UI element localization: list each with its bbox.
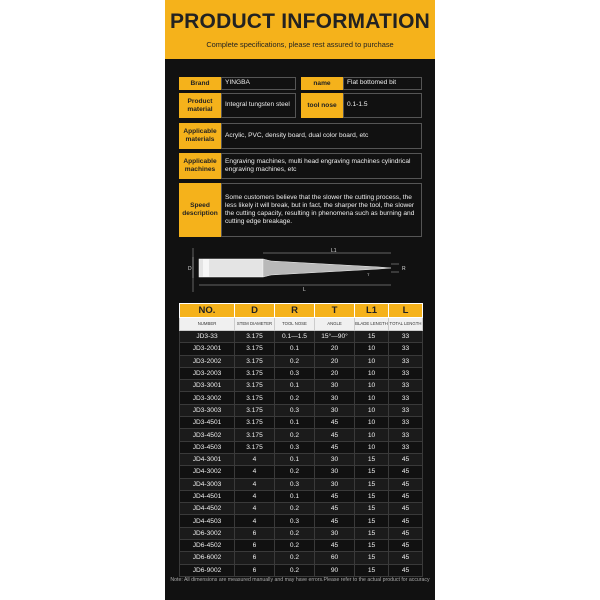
table-row [180, 564, 423, 576]
cell-number: JD3-33 [180, 331, 235, 343]
cell-blade-length: 10 [355, 417, 389, 429]
col-header-l1: L1 [355, 304, 389, 318]
cell-blade-length: 15 [355, 527, 389, 539]
table-row [180, 355, 423, 367]
nose-label: tool nose [301, 93, 343, 118]
cell-tool-nose: 0.2 [275, 564, 315, 576]
spec-subheader-row [180, 318, 423, 331]
cell-total-length: 33 [389, 392, 423, 404]
cell-tool-nose: 0.1 [275, 343, 315, 355]
cell-stem-diameter: 3.175 [235, 392, 275, 404]
col-sub-r: TOOL NOSE [275, 318, 315, 331]
cell-angle: 45 [315, 540, 355, 552]
cell-total-length: 33 [389, 429, 423, 441]
cell-stem-diameter: 3.175 [235, 380, 275, 392]
cell-number: JD3-4501 [180, 417, 235, 429]
tool-blade [263, 259, 391, 277]
cell-blade-length: 10 [355, 392, 389, 404]
table-row [180, 503, 423, 515]
cell-stem-diameter: 3.175 [235, 331, 275, 343]
cell-total-length: 33 [389, 355, 423, 367]
cell-stem-diameter: 3.175 [235, 355, 275, 367]
cell-tool-nose: 0.3 [275, 404, 315, 416]
speed-value: Some customers believe that the slower the cutting process, the less likely it will break, but in fact, the sharper the tool, the slower the cutting capacity, resulting in phenomena such as burning and cutting edge breakage. [221, 183, 422, 237]
cell-tool-nose: 0.2 [275, 392, 315, 404]
cell-stem-diameter: 3.175 [235, 404, 275, 416]
table-row [180, 367, 423, 379]
cell-tool-nose: 0.2 [275, 527, 315, 539]
col-header-d: D [235, 304, 275, 318]
cell-blade-length: 15 [355, 453, 389, 465]
table-row [180, 515, 423, 527]
cell-blade-length: 10 [355, 380, 389, 392]
cell-number: JD3-3001 [180, 380, 235, 392]
cell-tool-nose: 0.3 [275, 478, 315, 490]
table-row [180, 429, 423, 441]
table-row [180, 392, 423, 404]
cell-blade-length: 15 [355, 503, 389, 515]
cell-angle: 30 [315, 478, 355, 490]
app-machines-value: Engraving machines, multi head engraving machines cylindrical engraving machines, etc [221, 153, 422, 179]
cell-stem-diameter: 6 [235, 552, 275, 564]
cell-angle: 30 [315, 380, 355, 392]
spec-header-row [180, 304, 423, 318]
cell-number: JD4-4502 [180, 503, 235, 515]
cell-tool-nose: 0.2 [275, 466, 315, 478]
table-row [180, 478, 423, 490]
cell-blade-length: 10 [355, 367, 389, 379]
cell-tool-nose: 0.3 [275, 515, 315, 527]
cell-angle: 45 [315, 515, 355, 527]
footnote: Note: All dimensions are measured manually and may have errors.Please refer to the actual product for accuracy [170, 577, 430, 583]
cell-tool-nose: 0.2 [275, 355, 315, 367]
cell-angle: 30 [315, 404, 355, 416]
cell-number: JD3-4503 [180, 441, 235, 453]
cell-total-length: 45 [389, 527, 423, 539]
table-row [180, 417, 423, 429]
diagram-label-l1: L1 [331, 248, 337, 254]
cell-angle: 20 [315, 343, 355, 355]
cell-total-length: 33 [389, 380, 423, 392]
page-subtitle: Complete specifications, please rest assured to purchase [206, 40, 394, 49]
cell-total-length: 45 [389, 564, 423, 576]
cell-angle: 90 [315, 564, 355, 576]
cell-total-length: 45 [389, 503, 423, 515]
cell-total-length: 45 [389, 515, 423, 527]
cell-tool-nose: 0.1 [275, 490, 315, 502]
cell-total-length: 45 [389, 466, 423, 478]
diagram-label-r: R [402, 266, 406, 272]
cell-blade-length: 15 [355, 466, 389, 478]
cell-number: JD4-3003 [180, 478, 235, 490]
cell-tool-nose: 0.2 [275, 552, 315, 564]
col-sub-l: TOTAL LENGTH [389, 318, 423, 331]
product-info-page [165, 0, 435, 600]
cell-blade-length: 10 [355, 355, 389, 367]
cell-blade-length: 10 [355, 441, 389, 453]
table-row [180, 331, 423, 343]
cell-number: JD4-3002 [180, 466, 235, 478]
table-row [180, 527, 423, 539]
app-machines-label: Applicable machines [179, 153, 221, 179]
cell-tool-nose: 0.2 [275, 429, 315, 441]
cell-blade-length: 15 [355, 540, 389, 552]
cell-tool-nose: 0.3 [275, 367, 315, 379]
cell-angle: 45 [315, 429, 355, 441]
app-materials-value: Acrylic, PVC, density board, dual color board, etc [221, 123, 422, 149]
cell-number: JD6-3002 [180, 527, 235, 539]
cell-number: JD4-4501 [180, 490, 235, 502]
cell-stem-diameter: 6 [235, 540, 275, 552]
col-sub-no: NUMBER [180, 318, 235, 331]
diagram-label-d: D [188, 266, 192, 272]
cell-total-length: 45 [389, 478, 423, 490]
cell-total-length: 45 [389, 540, 423, 552]
cell-blade-length: 10 [355, 429, 389, 441]
table-row [180, 404, 423, 416]
table-row [180, 540, 423, 552]
brand-value: YINGBA [221, 77, 296, 90]
cell-tool-nose: 0.1 [275, 417, 315, 429]
col-sub-d: STEM DIAMETER [235, 318, 275, 331]
cell-number: JD6-9002 [180, 564, 235, 576]
cell-stem-diameter: 3.175 [235, 441, 275, 453]
col-header-t: T [315, 304, 355, 318]
cell-total-length: 33 [389, 367, 423, 379]
cell-total-length: 33 [389, 441, 423, 453]
cell-blade-length: 15 [355, 331, 389, 343]
diagram-label-t: T [367, 272, 370, 277]
cell-total-length: 45 [389, 490, 423, 502]
cell-angle: 30 [315, 466, 355, 478]
cell-angle: 60 [315, 552, 355, 564]
col-header-l: L [389, 304, 423, 318]
cell-blade-length: 15 [355, 478, 389, 490]
cell-stem-diameter: 3.175 [235, 343, 275, 355]
cell-stem-diameter: 4 [235, 490, 275, 502]
table-row [180, 343, 423, 355]
cell-total-length: 33 [389, 404, 423, 416]
material-label: Product material [179, 93, 221, 118]
cell-stem-diameter: 6 [235, 527, 275, 539]
cell-angle: 30 [315, 392, 355, 404]
cell-tool-nose: 0.1 [275, 453, 315, 465]
cell-stem-diameter: 4 [235, 466, 275, 478]
cell-blade-length: 10 [355, 343, 389, 355]
table-row [180, 453, 423, 465]
material-value: Integral tungsten steel [221, 93, 296, 118]
cell-angle: 30 [315, 527, 355, 539]
cell-stem-diameter: 3.175 [235, 417, 275, 429]
cell-tool-nose: 0.3 [275, 441, 315, 453]
table-row [180, 552, 423, 564]
header-banner [165, 0, 435, 59]
cell-number: JD6-4502 [180, 540, 235, 552]
cell-number: JD3-4502 [180, 429, 235, 441]
cell-blade-length: 15 [355, 552, 389, 564]
speed-label: Speed description [179, 183, 221, 237]
cell-blade-length: 15 [355, 490, 389, 502]
col-sub-t: ANGLE [315, 318, 355, 331]
table-row [180, 441, 423, 453]
table-row [180, 490, 423, 502]
brand-label: Brand [179, 77, 221, 90]
col-header-r: R [275, 304, 315, 318]
cell-stem-diameter: 4 [235, 515, 275, 527]
app-materials-label: Applicable materials [179, 123, 221, 149]
cell-angle: 45 [315, 503, 355, 515]
cell-number: JD4-3001 [180, 453, 235, 465]
cell-number: JD6-6002 [180, 552, 235, 564]
cell-number: JD3-2001 [180, 343, 235, 355]
table-row [180, 380, 423, 392]
cell-tool-nose: 0.1—1.5 [275, 331, 315, 343]
spec-table [179, 303, 423, 577]
diagram-label-l: L [303, 287, 306, 293]
cell-total-length: 45 [389, 453, 423, 465]
name-value: Flat bottomed bit [343, 77, 422, 90]
cell-tool-nose: 0.2 [275, 503, 315, 515]
name-label: name [301, 77, 343, 90]
cell-stem-diameter: 4 [235, 503, 275, 515]
cell-angle: 15°—90° [315, 331, 355, 343]
cell-total-length: 33 [389, 331, 423, 343]
cell-blade-length: 15 [355, 564, 389, 576]
cell-stem-diameter: 4 [235, 453, 275, 465]
col-sub-l1: BLADE LENGTH [355, 318, 389, 331]
cell-angle: 45 [315, 441, 355, 453]
cell-number: JD4-4503 [180, 515, 235, 527]
cell-number: JD3-2002 [180, 355, 235, 367]
cell-total-length: 45 [389, 552, 423, 564]
cell-stem-diameter: 6 [235, 564, 275, 576]
cell-angle: 20 [315, 355, 355, 367]
cell-tool-nose: 0.1 [275, 380, 315, 392]
cell-number: JD3-3002 [180, 392, 235, 404]
nose-value: 0.1-1.5 [343, 93, 422, 118]
cell-stem-diameter: 3.175 [235, 367, 275, 379]
cell-stem-diameter: 3.175 [235, 429, 275, 441]
cell-total-length: 33 [389, 417, 423, 429]
spec-table-body [180, 331, 423, 577]
cell-number: JD3-2003 [180, 367, 235, 379]
page-title: PRODUCT INFORMATION [169, 10, 431, 33]
cell-blade-length: 15 [355, 515, 389, 527]
cell-tool-nose: 0.2 [275, 540, 315, 552]
cell-angle: 45 [315, 490, 355, 502]
cell-angle: 30 [315, 453, 355, 465]
table-row [180, 466, 423, 478]
col-header-no: NO. [180, 304, 235, 318]
cell-angle: 20 [315, 367, 355, 379]
cell-number: JD3-3003 [180, 404, 235, 416]
cell-angle: 45 [315, 417, 355, 429]
cell-total-length: 33 [389, 343, 423, 355]
cell-stem-diameter: 4 [235, 478, 275, 490]
cell-blade-length: 10 [355, 404, 389, 416]
tool-diagram [179, 247, 422, 293]
